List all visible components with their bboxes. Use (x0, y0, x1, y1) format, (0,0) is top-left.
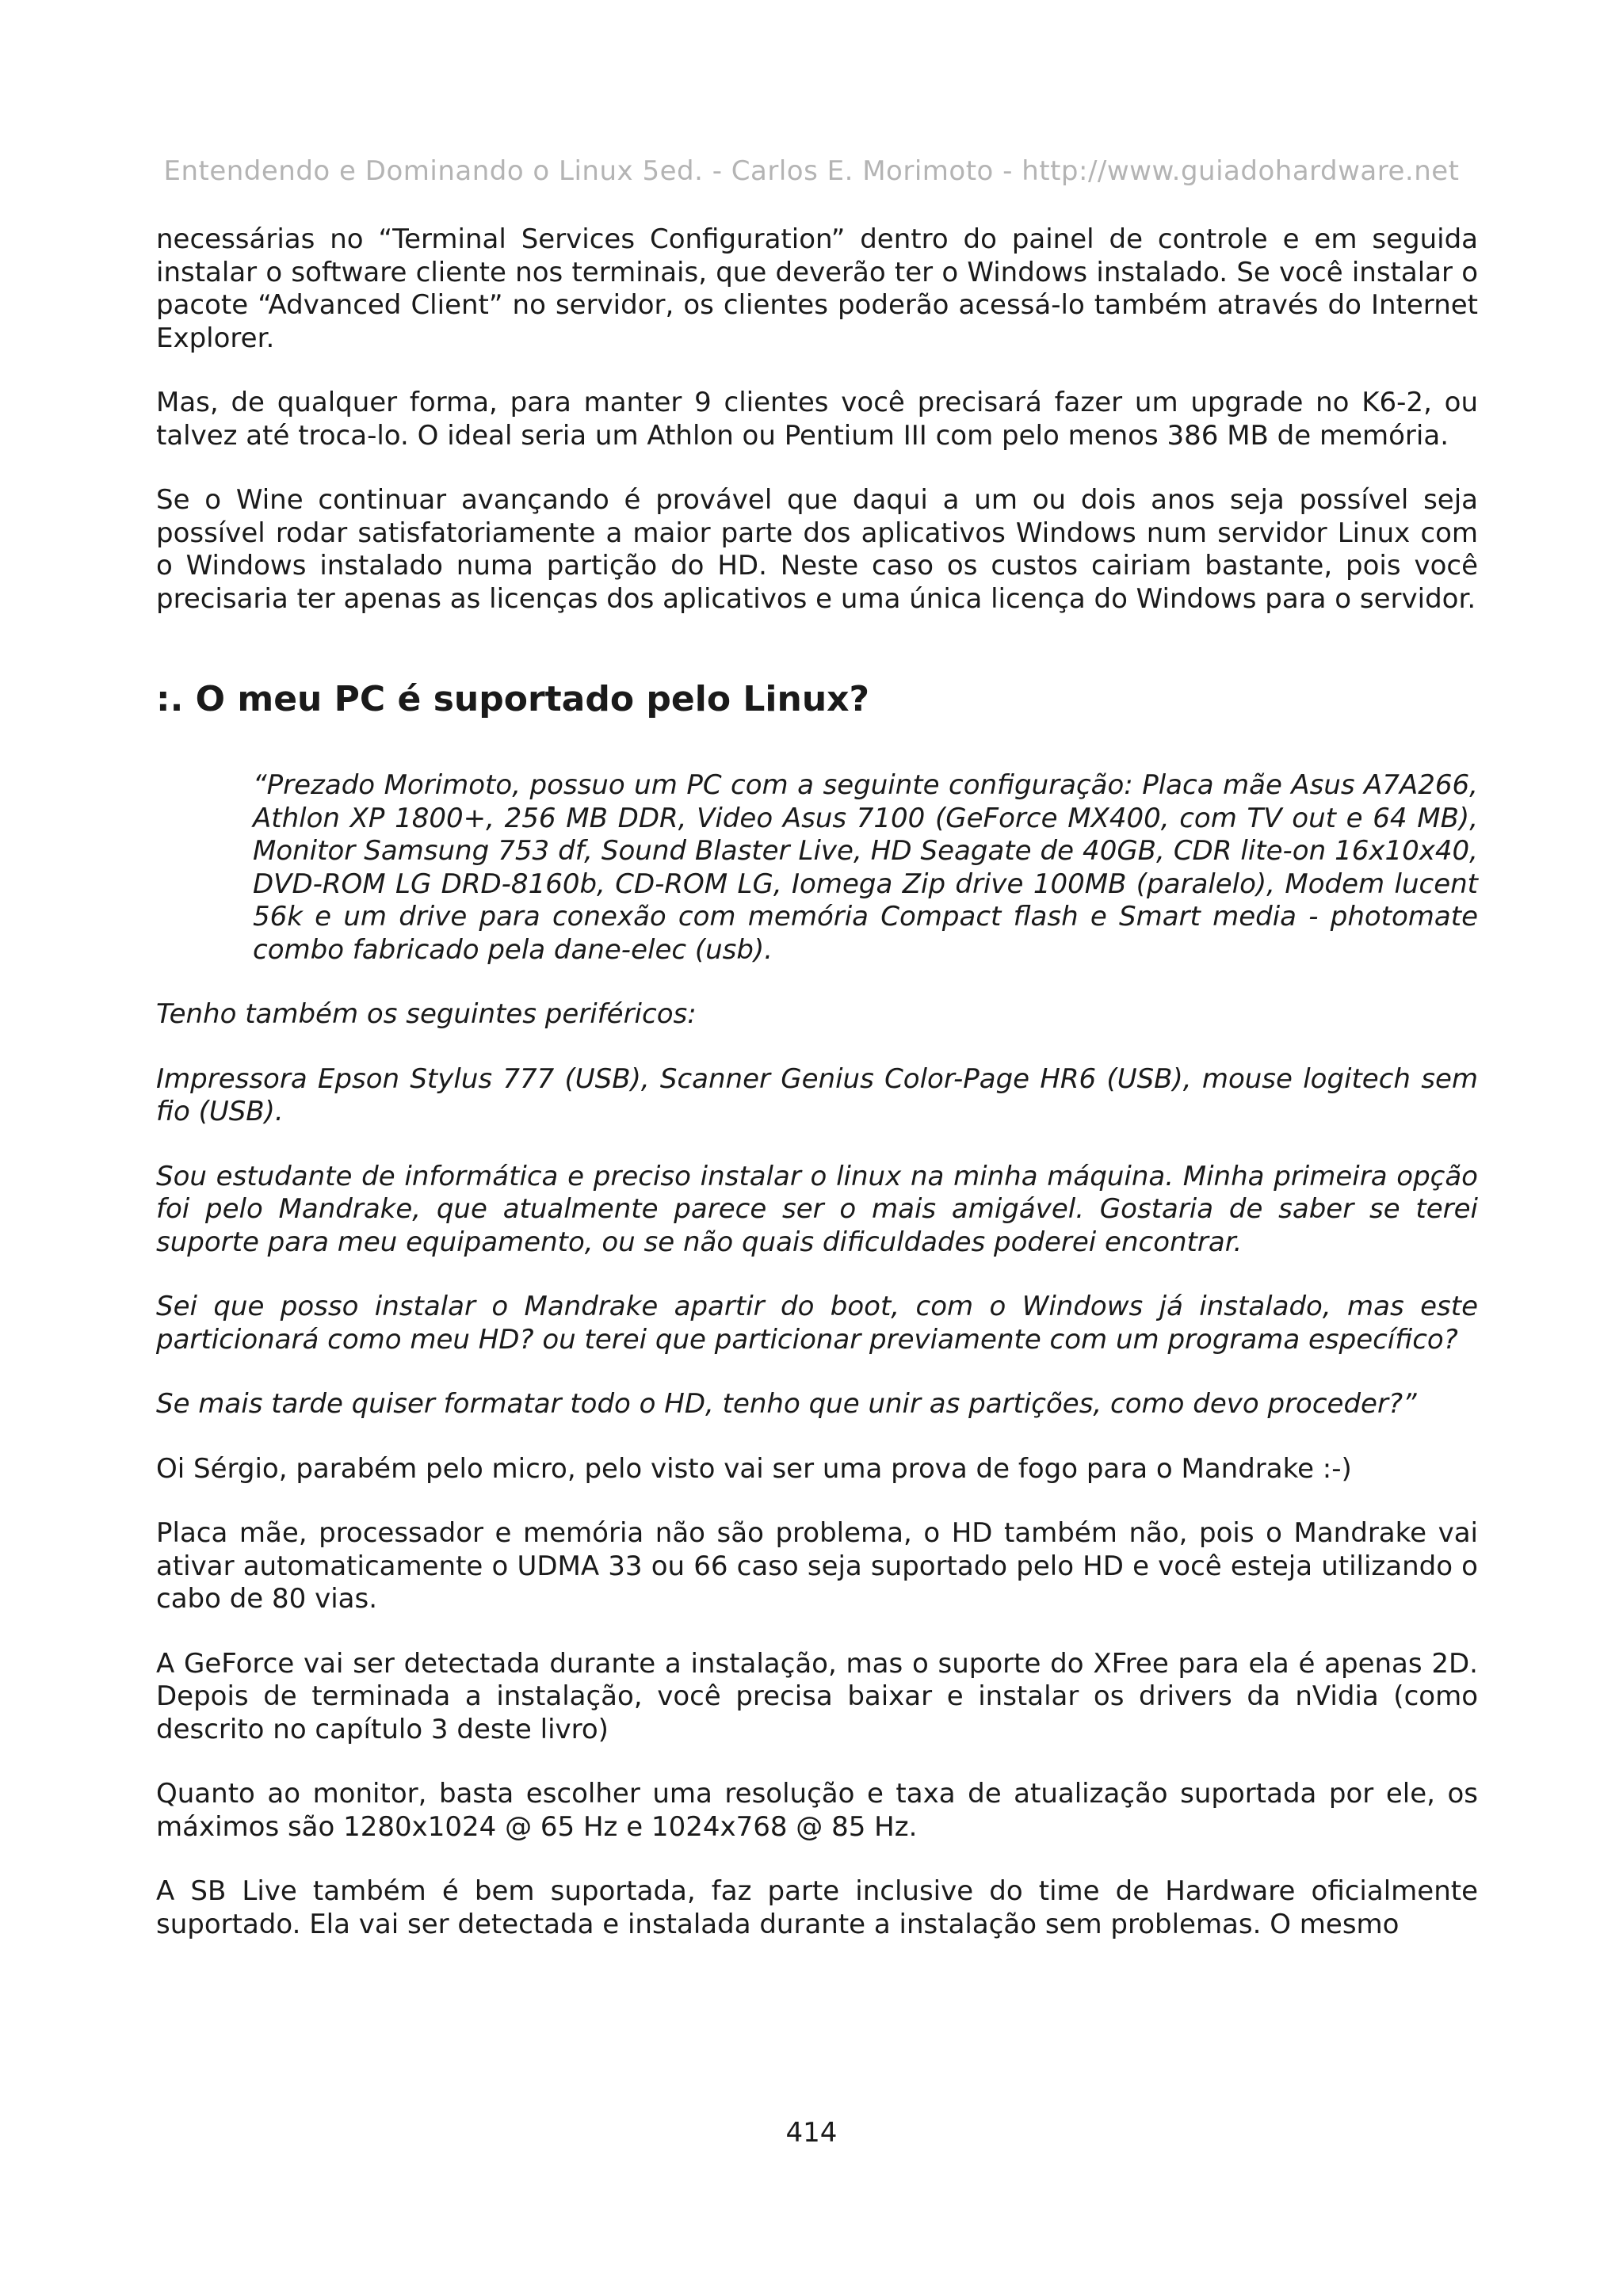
question-paragraph: Impressora Epson Stylus 777 (USB), Scanner Genius Color-Page HR6 (USB), mouse logitech sem fio (USB). (156, 1062, 1478, 1127)
question-paragraph: Tenho também os seguintes periféricos: (156, 998, 697, 1030)
question-paragraph: Sei que posso instalar o Mandrake apartir do boot, com o Windows já instalado, mas este particionará como meu HD? ou terei que particionar previamente com um programa específico? (156, 1291, 1478, 1356)
body-paragraph: necessárias no “Terminal Services Configuration” dentro do painel de controle e em seguida instalar o software cliente nos terminais, que deverão ter o Windows instalado. Se você instalar o pacote “Advanced Client” no servidor, os clientes poderão acessá-lo também através do Internet Explorer. (156, 223, 1478, 354)
answer-paragraph: Quanto ao monitor, basta escolher uma resolução e taxa de atualização suportada por ele, os máximos são 1280x1024 @ 65 Hz e 1024x768 @ 85 Hz. (156, 1778, 1478, 1843)
body-paragraph: Se o Wine continuar avançando é provável que daqui a um ou dois anos seja possível seja possível rodar satisfatoriamente a maior parte dos aplicativos Windows num servidor Linux com o Windows instalado numa partição do HD. Neste caso os custos cairiam bastante, pois você precisaria ter apenas as licenças dos aplicativos e uma única licença do Windows para o servidor. (156, 484, 1478, 615)
reader-quote: “Prezado Morimoto, possuo um PC com a seguinte configuração: Placa mãe Asus A7A266, Athlon XP 1800+, 256 MB DDR, Video Asus 7100 (GeForce MX400, com TV out e 64 MB), Monitor Samsung 753 df, Sound Blaster Live, HD Seagate de 40GB, CDR lite-on 16x10x40, DVD-ROM LG DRD-8160b, CD-ROM LG, Iomega Zip drive 100MB (paralelo), Modem lucent 56k e um drive para conexão com memória Compact flash e Smart media - photomate combo fabricado pela dane-elec (usb). (253, 769, 1478, 966)
body-paragraph: Mas, de qualquer forma, para manter 9 clientes você precisará fazer um upgrade no K6-2, ou talvez até troca-lo. O ideal seria um Athlon ou Pentium III com pelo menos 386 MB de memória. (156, 387, 1478, 452)
answer-paragraph: A SB Live também é bem suportada, faz parte inclusive do time de Hardware oficialmente suportado. Ela vai ser detectada e instalada durante a instalação sem problemas. O mesmo (156, 1875, 1478, 1940)
running-header: Entendendo e Dominando o Linux 5ed. - Carlos E. Morimoto - http://www.guiadohardware.net (163, 155, 1460, 187)
answer-paragraph: Oi Sérgio, parabém pelo micro, pelo visto vai ser uma prova de fogo para o Mandrake :-) (156, 1452, 1352, 1485)
page-number: 414 (785, 2117, 838, 2149)
page-content (156, 223, 1478, 1973)
question-paragraph: Se mais tarde quiser formatar todo o HD, tenho que unir as partições, como devo proceder?” (156, 1388, 1417, 1420)
section-heading: :. O meu PC é suportado pelo Linux? (156, 679, 870, 719)
question-paragraph: Sou estudante de informática e preciso instalar o linux na minha máquina. Minha primeira opção foi pelo Mandrake, que atualmente parece ser o mais amigável. Gostaria de saber se terei suporte para meu equipamento, ou se não quais dificuldades poderei encontrar. (156, 1160, 1478, 1258)
answer-paragraph: Placa mãe, processador e memória não são problema, o HD também não, pois o Mandrake vai ativar automaticamente o UDMA 33 ou 66 caso seja suportado pelo HD e você esteja utilizando o cabo de 80 vias. (156, 1517, 1478, 1615)
answer-paragraph: A GeForce vai ser detectada durante a instalação, mas o suporte do XFree para ela é apenas 2D. Depois de terminada a instalação, você precisa baixar e instalar os drivers da nVidia (como descrito no capítulo 3 deste livro) (156, 1647, 1478, 1745)
